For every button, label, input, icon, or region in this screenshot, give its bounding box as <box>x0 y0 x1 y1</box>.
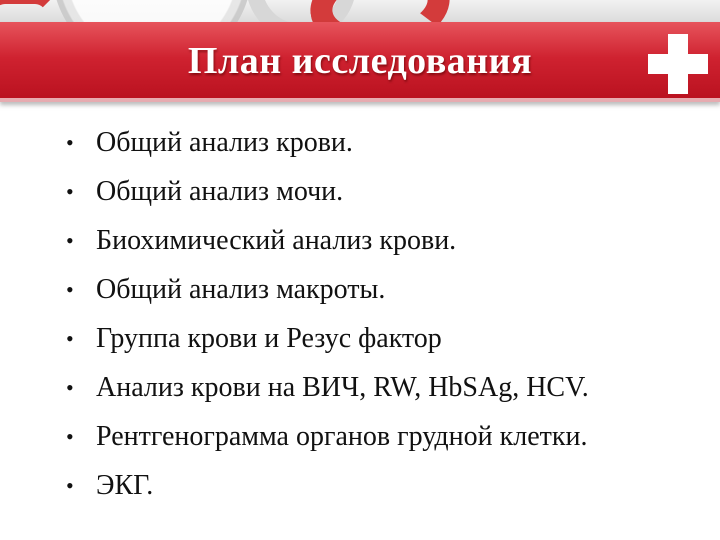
list-item <box>66 125 700 174</box>
list-item-label: Общий анализ мочи. <box>96 176 344 207</box>
bullet-icon: • <box>66 326 74 351</box>
slide-header <box>0 0 720 112</box>
bullet-icon: • <box>66 179 74 204</box>
list-item <box>66 272 700 321</box>
list-item <box>66 419 700 468</box>
bullet-icon: • <box>66 375 74 400</box>
list-item-label: ЭКГ. <box>96 470 154 501</box>
list-item <box>66 321 700 370</box>
list-item <box>66 370 700 419</box>
list-item-label: Общий анализ крови. <box>96 127 353 158</box>
content-area <box>66 125 700 517</box>
bullet-icon: • <box>66 130 74 155</box>
list-item <box>66 223 700 272</box>
list-item <box>66 174 700 223</box>
bullet-icon: • <box>66 424 74 449</box>
bullet-icon: • <box>66 228 74 253</box>
bullet-icon: • <box>66 277 74 302</box>
list-item-label: Рентгенограмма органов грудной клетки. <box>96 421 588 452</box>
list-item-label: Группа крови и Резус фактор <box>96 323 442 354</box>
exam-list <box>66 125 700 517</box>
list-item-label: Биохимический анализ крови. <box>96 225 457 256</box>
list-item-label: Анализ крови на ВИЧ, RW, HbSAg, HCV. <box>96 372 589 403</box>
medical-cross-icon <box>646 32 710 96</box>
list-item <box>66 468 700 517</box>
bullet-icon: • <box>66 473 74 498</box>
list-item-label: Общий анализ макроты. <box>96 274 386 305</box>
page-title: План исследования <box>187 40 533 82</box>
